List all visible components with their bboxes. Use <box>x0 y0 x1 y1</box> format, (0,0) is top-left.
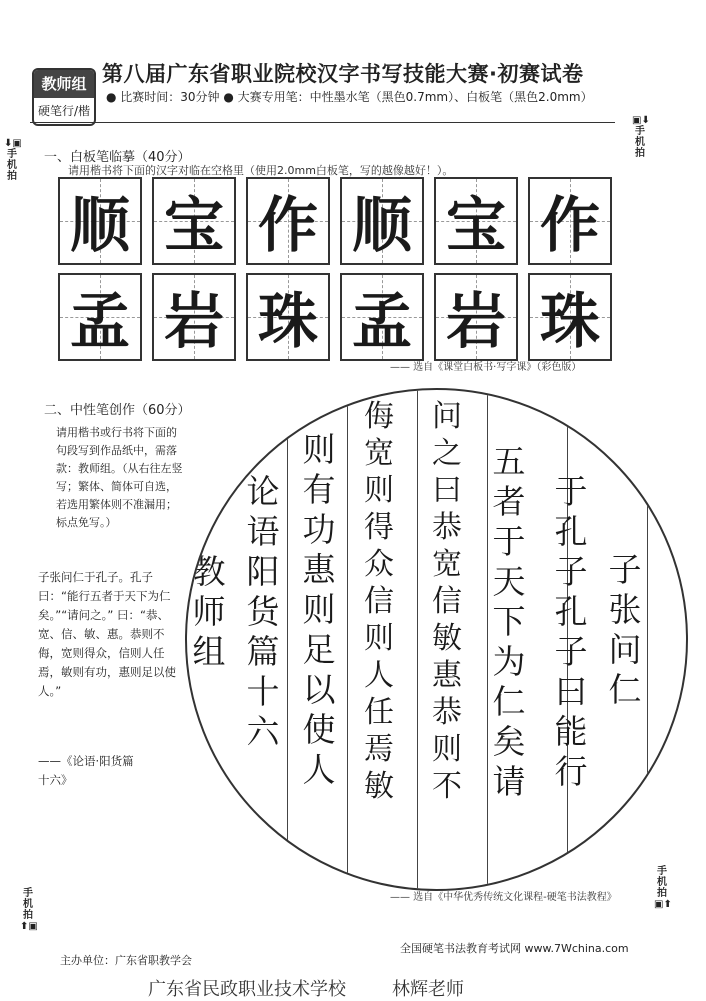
grid-cell: 宝 <box>152 177 236 265</box>
artwork-column: 五者于天下为仁矣请 <box>492 442 526 801</box>
grid-cell: 孟 <box>58 273 142 361</box>
section1-source: —— 选自《课堂白板书·写字课》（彩色版） <box>390 362 582 373</box>
margin-mark-left-bottom: 手机拍 ⬆▣ <box>20 888 38 932</box>
grid-cell: 顺 <box>58 177 142 265</box>
artwork-column: 问之曰恭宽信敏惠恭则不 <box>432 399 462 804</box>
camera-icon: ⬆▣ <box>20 921 38 932</box>
organizer: 主办单位：广东省职教学会 <box>60 954 192 967</box>
artwork-column: 则有功惠则足以使人 <box>302 430 336 789</box>
section1-heading: 一、白板笔临摹（40分） <box>44 150 191 165</box>
margin-mark-right-bottom: 手机拍 ▣⬆ <box>654 866 672 910</box>
grid-cell: 孟 <box>340 273 424 361</box>
grid-cell: 珠 <box>246 273 330 361</box>
grid-cell: 作 <box>246 177 330 265</box>
exam-subtitle: ● 比赛时间：30分钟 ● 大赛专用笔：中性墨水笔（黑色0.7mm）、白板笔（黑色2.0mm） <box>106 90 593 104</box>
page-title: 第八届广东省职业院校汉字书写技能大赛·初赛试卷 <box>102 62 584 86</box>
artwork-column: 于孔子孔子曰能行 <box>554 472 588 791</box>
grid-cell: 岩 <box>434 273 518 361</box>
header-divider <box>30 122 615 123</box>
grid-cell: 宝 <box>434 177 518 265</box>
website: 全国硬笔书法教育考试网 www.7Wchina.com <box>400 942 629 955</box>
section2-quote-source: ——《论语·阳货篇十六》 <box>38 754 134 787</box>
margin-mark-right-top: ▣⬇ 手机拍 <box>632 115 650 159</box>
camera-icon: ⬇▣ <box>4 138 22 149</box>
artwork-column: 侮宽则得众信则人任焉敏 <box>364 399 394 804</box>
section1-instruction: 请用楷书将下面的汉字对临在空格里（使用2.0mm白板笔，写的越像越好！）。 <box>68 164 454 177</box>
section2-instruction: 请用楷书或行书将下面的句段写到作品纸中，需落款：教师组。（从右往左竖写；繁体、简体可自选，若选用繁体则不准漏用；标点免写。） <box>56 426 183 529</box>
artwork-signature: 教师组 <box>192 552 226 671</box>
artwork-column: 论语阳货篇十六 <box>246 472 280 751</box>
artwork-column: 子张问仁 <box>608 550 642 709</box>
grid-cell: 作 <box>528 177 612 265</box>
camera-icon: ▣⬆ <box>654 899 672 910</box>
artwork-circle <box>185 388 688 891</box>
grid-cell: 珠 <box>528 273 612 361</box>
school-signature: 广东省民政职业技术学校 <box>148 979 346 1000</box>
section2-quote: 子张问仁于孔子。孔子曰：“能行五者于天下为仁矣。”“请问之。” 曰：“恭、宽、信、敏、惠。恭则不侮，宽则得众，信则人任焉，敏则有功，惠则足以使人。” <box>38 570 176 698</box>
grid-cell: 顺 <box>340 177 424 265</box>
camera-icon: ▣⬇ <box>632 115 650 126</box>
grid-cell: 岩 <box>152 273 236 361</box>
margin-mark-left-top: ⬇▣ 手机拍 <box>4 138 22 182</box>
badge-group-label: 教师组 <box>34 70 94 98</box>
group-badge <box>32 68 96 126</box>
section2-heading: 二、中性笔创作（60分） <box>44 403 191 418</box>
teacher-signature: 林辉老师 <box>392 979 464 1000</box>
section2-source: —— 选自《中华优秀传统文化课程-硬笔书法教程》 <box>390 892 617 903</box>
badge-style-label: 硬笔行/楷 <box>37 104 91 118</box>
